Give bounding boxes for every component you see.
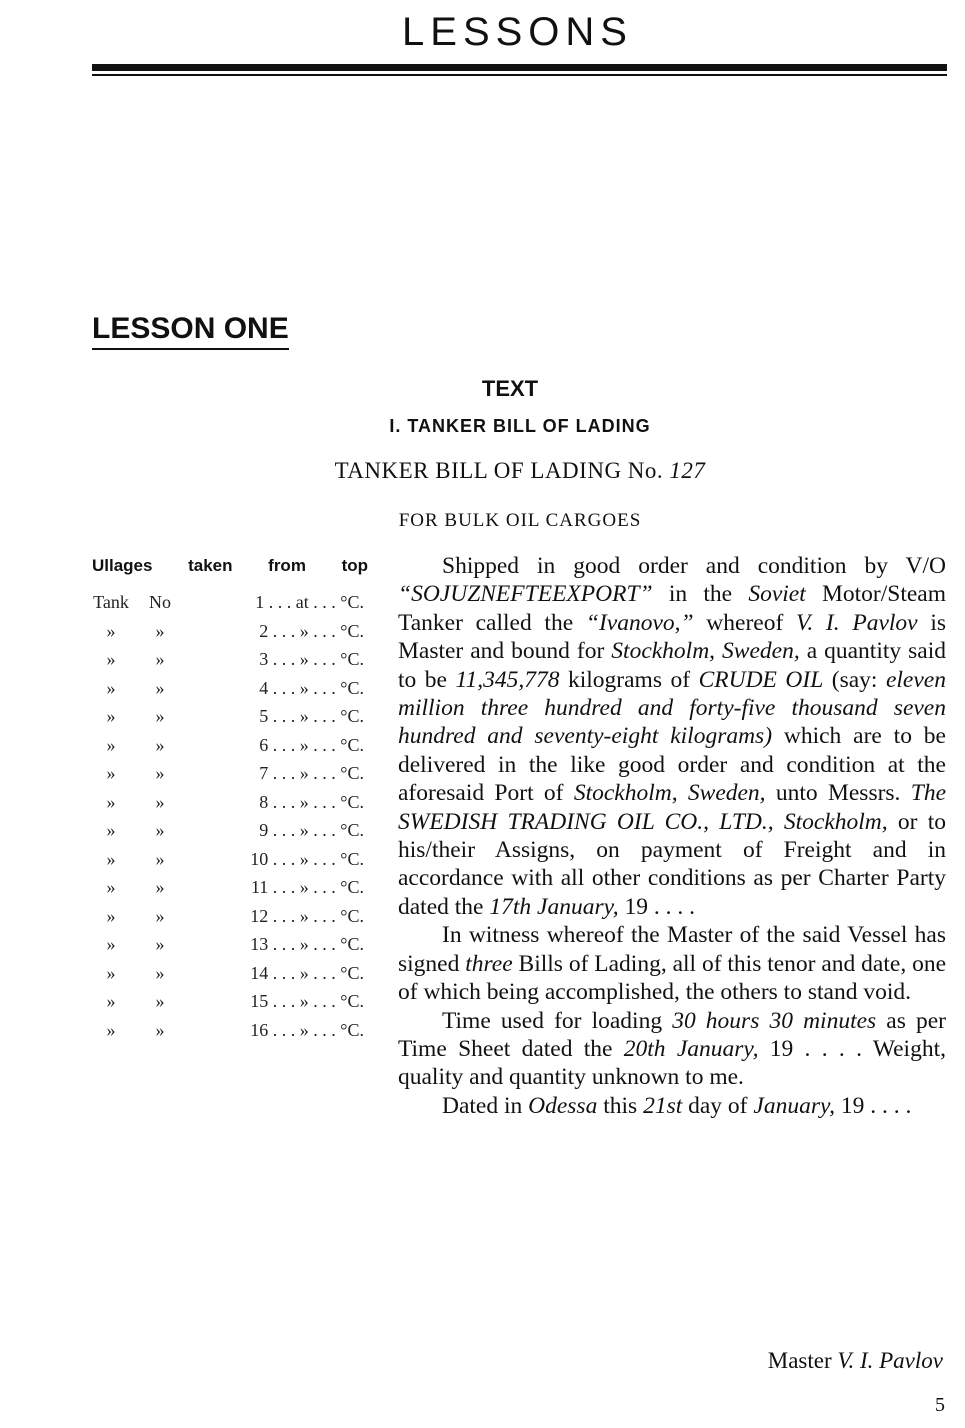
ullage-row [92,645,368,674]
ullage-cell: » [106,962,116,983]
ullage-row [92,845,368,874]
signature-name: V. I. Pavlov [837,1348,943,1373]
italic-run: January, [753,1092,835,1119]
ullage-cell: 11 . . . » . . . °C. [250,877,364,897]
ullage-cell: » [106,620,116,641]
ullage-cell: » [106,706,116,726]
ullage-cell: No [149,592,171,612]
ullage-row [92,702,368,731]
ullage-cell: » [155,905,165,926]
italic-run: CRUDE OIL [698,666,824,693]
italic-run: three [465,950,513,977]
italic-run: The SWEDISH TRADING OIL CO., LTD., Stockholm, [398,780,946,835]
ullage-table [92,588,368,1044]
ullage-cell: » [155,934,165,954]
ullage-row [92,731,368,760]
ullage-cell: 9 . . . » . . . °C. [259,820,364,840]
body-paragraph [398,552,946,921]
text-run: as per Time Sheet dated the [398,1007,946,1062]
ullage-row [92,617,368,646]
ullage-table-header [92,556,368,576]
ullage-cell: » [106,991,116,1011]
text-run: day of [682,1092,754,1119]
body-paragraph [398,921,946,1006]
ullage-cell: 1 . . . at . . . °C. [255,592,364,612]
ullage-cell: » [155,848,165,869]
italic-run: 11,345,778 [455,666,560,693]
italic-run: 17th January, [489,893,619,920]
text-run: unto Messrs. [765,780,911,807]
italic-run: Soviet [748,581,806,608]
section-heading: I. TANKER BILL OF LADING [389,416,651,436]
ullage-cell: » [155,620,165,641]
ullage-cell: » [155,706,165,726]
ullage-header-cell: taken [188,556,233,575]
italic-run: Odessa [528,1092,598,1119]
ullage-cell: 16 . . . » . . . °C. [250,1019,364,1040]
italic-run: 20th January, [623,1035,759,1062]
ullage-cell: » [155,649,165,669]
italic-run: 30 hours 30 minutes [672,1007,877,1034]
document-title-prefix: TANKER BILL OF LADING No. [334,458,664,483]
body-paragraph [398,1092,946,1120]
ullage-row [92,588,368,617]
ullage-header-cell: top [341,556,368,575]
page-number: 5 [935,1394,945,1416]
ullage-cell: » [155,677,165,698]
ullage-cell: » [106,820,116,840]
ullage-cell: » [155,1019,165,1040]
ullage-cell: 15 . . . » . . . °C. [250,991,364,1011]
ullage-cell: » [155,820,165,840]
ullage-row [92,759,368,788]
text-run: kilograms of [559,666,699,693]
ullage-cell: » [155,791,165,812]
text-run: 19 . . . . [834,1092,912,1119]
text-run: 19 . . . . Weight, quality and quantity unknown to me. [398,1035,946,1091]
ullage-row [92,902,368,931]
ullage-cell: 12 . . . » . . . °C. [250,905,364,926]
italic-run: Stockholm, Sweden, [611,638,800,665]
ullage-cell: » [106,848,116,869]
text-run: is Master and bound for [398,609,946,665]
text-run: Motor/Steam Tanker called the [398,581,946,636]
text-run: Time used for loading [442,1007,673,1034]
text-run: (say: [823,666,886,693]
ullage-cell: » [155,962,165,983]
ullage-cell: 7 . . . » . . . °C. [259,763,364,783]
ullage-row [92,788,368,817]
text-run: Shipped in good order and condition by V/O [442,553,946,579]
body-paragraph [398,1007,946,1092]
ullage-cell: 4 . . . » . . . °C. [259,677,364,698]
italic-run: “Ivanovo,” [585,609,694,636]
document-subtitle: FOR BULK OIL CARGOES [398,510,642,531]
signature-prefix: Master [767,1348,832,1373]
text-run: a quantity said to be [398,638,946,693]
ullage-row [92,1016,368,1045]
italic-run: eleven million three hundred and forty-five thousand seven hundred and seventy-eight kilograms) [398,666,946,750]
running-header: LESSONS [402,10,633,54]
ullage-row [92,674,368,703]
document-number: 127 [669,458,706,483]
text-run: this [597,1092,644,1119]
text-run: In witness whereof the Master of the said Vessel has signed [398,922,946,977]
ullage-cell: 14 . . . » . . . °C. [250,962,364,983]
ullage-cell: » [155,991,165,1011]
ullage-cell: 2 . . . » . . . °C. [259,620,364,641]
text-run: Bills of Lading, all of this tenor and date, one of which being accomplished, the others to stand void. [398,950,947,1006]
ullage-cell: » [155,877,165,897]
text-run: 19 . . . . [618,893,695,920]
ullage-cell: » [106,763,116,783]
ullage-row [92,930,368,959]
ullage-cell: » [155,763,165,783]
ullage-cell: » [106,877,116,897]
ullage-cell: » [155,734,165,755]
text-run: which are to be delivered in the like good order and condition at the aforesaid Port of [398,723,946,807]
ullage-cell: » [106,649,116,669]
text-heading: TEXT [481,376,539,401]
italic-run: 21st [643,1092,683,1119]
italic-run: “SOJUZNEFTEEXPORT” [398,581,653,608]
ullage-row [92,959,368,988]
ullage-cell: » [106,791,116,812]
ullage-cell: » [106,1019,116,1040]
ullage-cell: » [106,677,116,698]
italic-run: V. I. Pavlov [796,609,918,636]
ullage-cell: 6 . . . » . . . °C. [259,734,364,755]
ullage-cell: » [106,934,116,954]
ullage-header-cell: from [268,556,306,575]
ullage-row [92,873,368,902]
text-run: whereof [693,609,796,636]
ullage-cell: 13 . . . » . . . °C. [250,934,364,954]
ullage-cell: 10 . . . » . . . °C. [250,848,364,869]
signature-line [768,1348,943,1374]
ullage-cell: 3 . . . » . . . °C. [259,649,364,669]
ullage-cell: » [106,734,116,755]
ullage-header-cell: Ullages [92,556,153,575]
lesson-title: LESSON ONE [92,312,289,350]
text-run: Dated in [442,1092,529,1119]
bill-body-text [398,552,946,1120]
text-run: or to his/their Assigns, on payment of Freight and in accordance with all other conditions as per Charter Party dated the [398,808,946,920]
ullage-row [92,816,368,845]
italic-run: Stockholm, Sweden, [573,780,766,807]
ullage-cell: 8 . . . » . . . °C. [259,791,364,812]
header-rule-thick [92,64,947,71]
ullage-cell: Tank [93,592,129,612]
text-run: in the [652,581,749,608]
ullage-cell: 5 . . . » . . . °C. [259,706,364,726]
document-title [0,458,965,484]
header-rule-thin [92,74,947,76]
ullage-cell: » [106,905,116,926]
ullage-row [92,987,368,1016]
